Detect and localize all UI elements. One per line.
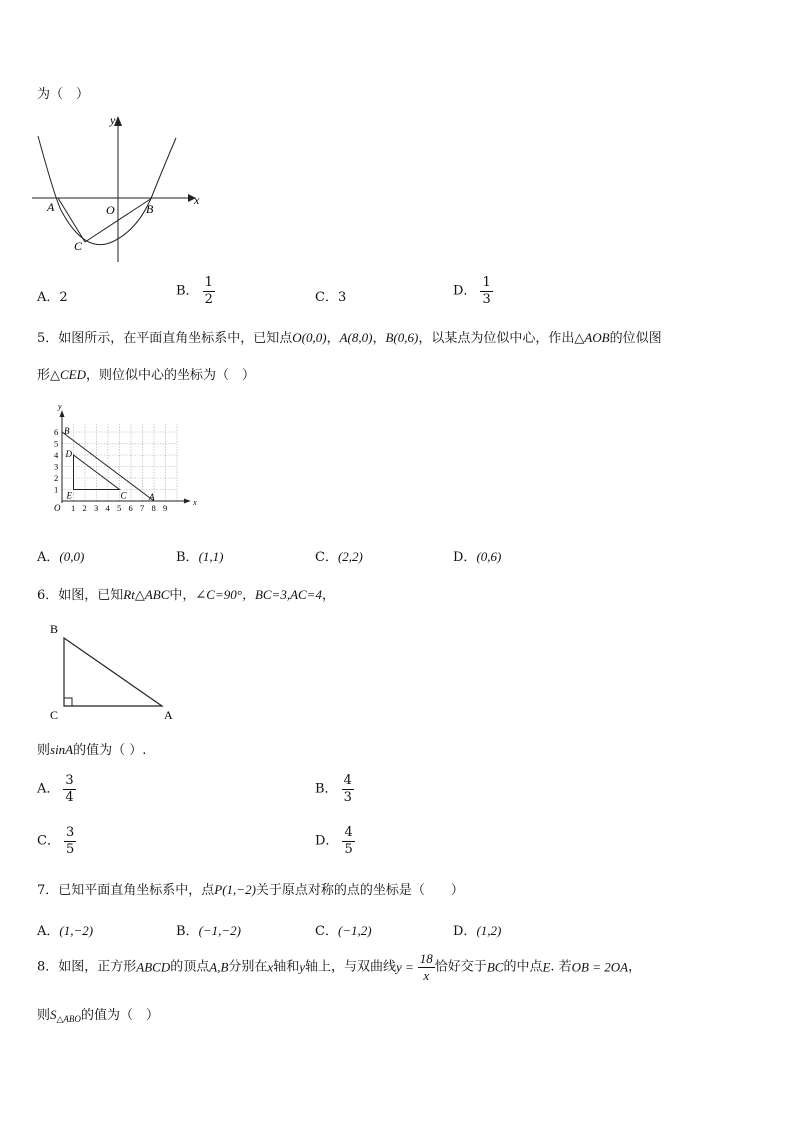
homothety-grid-figure [44, 402, 197, 520]
x-tick-label: 8 [151, 503, 156, 513]
point-D-label: D [65, 449, 72, 459]
q7-option-a[interactable]: A．(1,−2) [37, 923, 94, 939]
graph-O-label: O [106, 203, 115, 217]
x-tick-label: 7 [140, 503, 145, 513]
grid-y-arrow [60, 410, 65, 417]
q6-option-d[interactable]: D． $\frac{4}{5}$ [315, 825, 353, 857]
grid-y-label: y [58, 402, 62, 412]
y-tick-label: 5 [54, 438, 59, 449]
point-C-label: C [120, 490, 127, 501]
tri-B-label: B [50, 622, 59, 636]
point-A-label: A [149, 492, 155, 502]
q5-option-c[interactable]: C．(2,2) [315, 549, 363, 565]
q6-option-c[interactable]: C． $\frac{3}{5}$ [37, 825, 75, 857]
q4-option-b[interactable]: B． $\frac{1}{2}$ [176, 275, 213, 307]
graph-x-label: x [194, 193, 200, 207]
q5-option-d[interactable]: D．(0,6) [453, 549, 502, 565]
x-tick-label: 6 [128, 503, 133, 513]
graph-B-label: B [146, 202, 154, 216]
q5-option-a[interactable]: A．(0,0) [37, 549, 85, 565]
question-tail-text: 为（ ） [37, 87, 90, 102]
q4-option-d[interactable]: D． $\frac{1}{3}$ [453, 275, 491, 307]
q6-stem: 6．如图，已知Rt△ABC中，∠C=90°，BC=3,AC=4， [37, 587, 335, 603]
tri-C-label: C [50, 708, 59, 722]
y-tick-label: 3 [54, 461, 59, 472]
q7-stem: 7．已知平面直角坐标系中，点P(1,−2)关于原点对称的点的坐标是（ ） [37, 882, 464, 898]
tri-A-label: A [164, 708, 173, 722]
parabola-graph [30, 112, 210, 264]
x-tick-label: 4 [105, 503, 110, 513]
graph-y-label: y [110, 113, 116, 127]
q8-stem-line2: 则$S_{\triangle ABO}$的值为（ ） [37, 1007, 159, 1024]
y-tick-label: 1 [54, 484, 59, 495]
point-B-label: B [64, 426, 70, 436]
q6-option-b[interactable]: B． $\frac{4}{3}$ [315, 773, 352, 805]
x-tick-label: 9 [163, 503, 168, 513]
q4-option-c[interactable]: C．3 [315, 290, 347, 305]
x-tick-label: 3 [94, 503, 99, 513]
x-tick-label: 5 [117, 503, 122, 513]
y-tick-label: 4 [54, 450, 59, 460]
right-triangle-figure [44, 620, 184, 724]
q5-stem-line2: 形△CED，则位似中心的坐标为（ ） [37, 367, 256, 383]
q6-question: 则sinA的值为（ ）. [37, 742, 147, 758]
q7-option-d[interactable]: D．(1,2) [453, 923, 502, 939]
x-tick-label: 1 [71, 503, 76, 513]
graph-A-label: A [47, 200, 55, 214]
graph-C-label: C [74, 239, 83, 253]
x-tick-label: 2 [82, 503, 87, 513]
y-tick-label: 2 [54, 473, 59, 483]
q5-stem-line1: 5．如图所示，在平面直角坐标系中，已知点O(0,0)，A(8,0)，B(0,6)，以某点为位似中心，作出△AOB的位似图 [37, 330, 662, 346]
q8-stem-line1: 8．如图，正方形ABCD的顶点A,B分别在x轴和y轴上，与双曲线y = $\frac{18}{x}$ 恰好交于BC的中点E. 若OB = 2OA， [37, 951, 642, 983]
origin-label: O [54, 503, 61, 513]
q4-option-a[interactable]: A．2 [37, 290, 68, 305]
grid-x-arrow [184, 499, 191, 504]
segment-AB [62, 432, 154, 501]
q6-option-a[interactable]: A． $\frac{3}{4}$ [37, 773, 74, 805]
y-tick-label: 6 [54, 427, 59, 437]
grid-x-label: x [193, 498, 197, 507]
q7-option-c[interactable]: C．(−1,2) [315, 923, 372, 939]
triangle-CED [74, 455, 120, 490]
q5-option-b[interactable]: B．(1,1) [176, 549, 224, 565]
point-E-label: E [66, 490, 72, 501]
q7-option-b[interactable]: B．(−1,−2) [176, 923, 242, 939]
